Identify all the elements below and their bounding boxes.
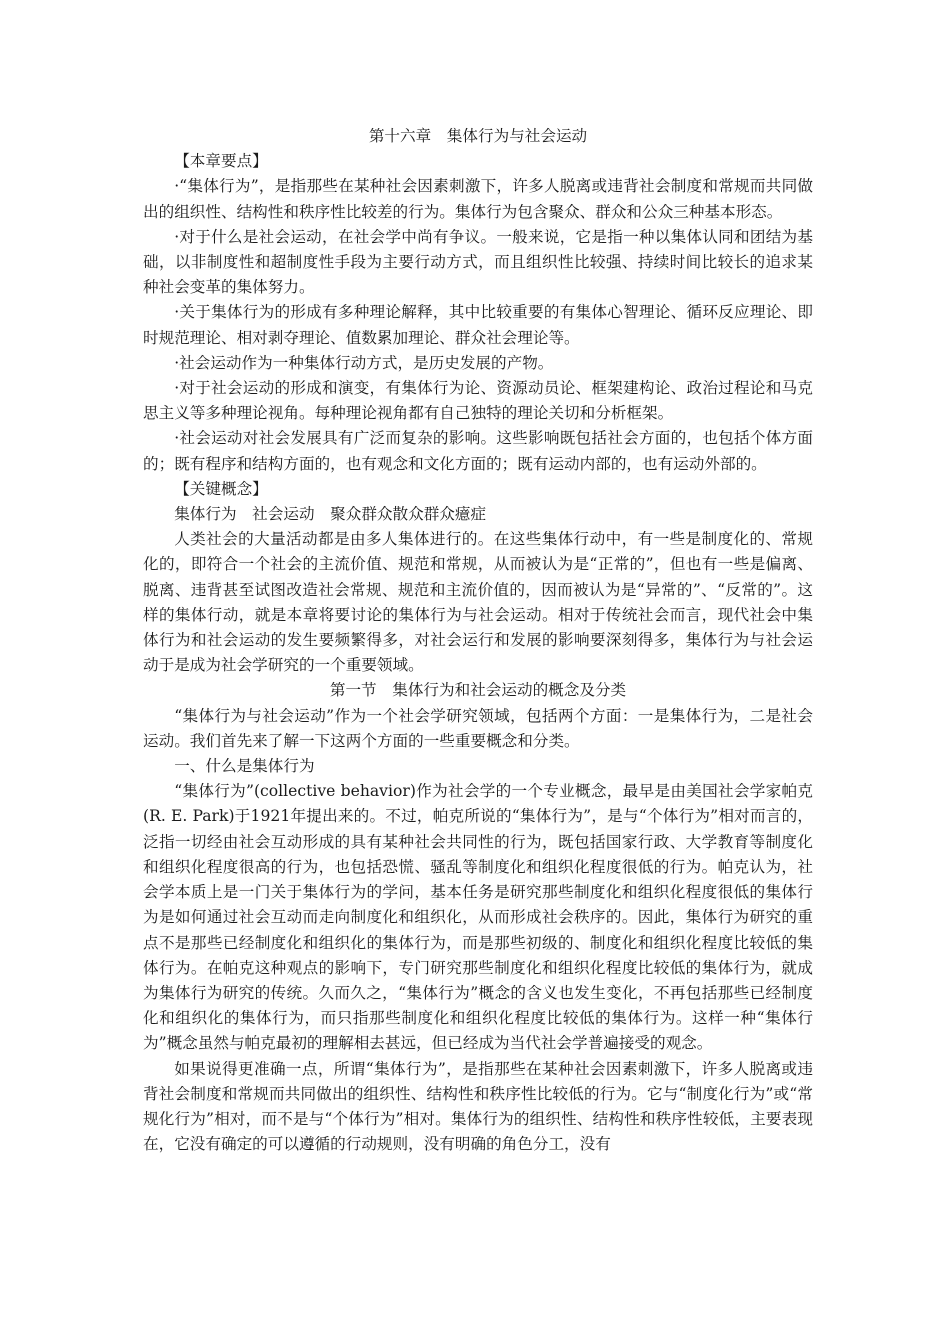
document-page bbox=[143, 124, 813, 1157]
key-point-item: ·关于集体行为的形成有多种理论解释，其中比较重要的有集体心智理论、循环反应理论、即时规范理论、相对剥夺理论、值数累加理论、群众社会理论等。 bbox=[143, 303, 813, 347]
key-concepts-heading: 【关键概念】 bbox=[174, 479, 268, 498]
section-title: 第一节 集体行为和社会运动的概念及分类 bbox=[329, 681, 627, 700]
key-points-heading: 【本章要点】 bbox=[174, 152, 268, 171]
key-concepts-list: 集体行为 社会运动 聚众群众散众群众癔症 bbox=[174, 505, 487, 524]
chapter-title: 第十六章 集体行为与社会运动 bbox=[368, 127, 588, 145]
subsection-title: 一、什么是集体行为 bbox=[174, 757, 315, 776]
key-point-item: ·“集体行为”，是指那些在某种社会因素刺激下，许多人脱离或违背社会制度和常规而共同做出的组织性、结构性和秩序性比较差的行为。集体行为包含聚众、群众和公众三种基本形态。 bbox=[143, 177, 813, 221]
body-paragraph: “集体行为”(collective behavior)作为社会学的一个专业概念，最早是由美国社会学家帕克(R. E. Park)于1921年提出来的。不过，帕克所说的“集体行为”，是与“个体行为”相对而言的，泛指一切经由社会互动形成的具有某种社会共同性的行为，既包括国家行政、大学教育等制度化和组织化程度很高的行为，也包括恐慌、骚乱等制度化和组织化程度很低的行为。帕克认为，社会学本质上是一门关于集体行为的学问，基本任务是研究那些制度化和组织化程度很低的集体行为是如何通过社会互动而走向制度化和组织化，从而形成社会秩序的。因此，集体行为研究的重点不是那些已经制度化和组织化的集体行为，而是那些初级的、制度化和组织化程度比较低的集体行为。在帕克这种观点的影响下，专门研究那些制度化和组织化程度比较低的集体行为，就成为集体行为研究的传统。久而久之，“集体行为”概念的含义也发生变化，不再包括那些已经制度化和组织化的集体行为，而只指那些制度化和组织化程度比较低的集体行为。这样一种“集体行为”概念虽然与帕克最初的理解相去甚远，但已经成为当代社会学普遍接受的观念。 bbox=[143, 782, 813, 1053]
key-point-item: ·对于什么是社会运动，在社会学中尚有争议。一般来说，它是指一种以集体认同和团结为基础，以非制度性和超制度性手段为主要行动方式，而且组织性比较强、持续时间比较长的追求某种社会变革的集体努力。 bbox=[143, 227, 813, 297]
body-paragraph: 如果说得更准确一点，所谓“集体行为”，是指那些在某种社会因素刺激下，许多人脱离或违背社会制度和常规而共同做出的组织性、结构性和秩序性比较低的行为。它与“制度化行为”或“常规化行为”相对，而不是与“个体行为”相对。集体行为的组织性、结构性和秩序性较低，主要表现在，它没有确定的可以遵循的行动规则，没有明确的角色分工，没有 bbox=[143, 1059, 813, 1154]
section-intro-paragraph: “集体行为与社会运动”作为一个社会学研究领域，包括两个方面：一是集体行为，二是社会运动。我们首先来了解一下这两个方面的一些重要概念和分类。 bbox=[143, 706, 813, 750]
key-point-item: ·社会运动作为一种集体行动方式，是历史发展的产物。 bbox=[174, 353, 554, 372]
key-point-item: ·对于社会运动的形成和演变，有集体行为论、资源动员论、框架建构论、政治过程论和马克思主义等多种理论视角。每种理论视角都有自己独特的理论关切和分析框架。 bbox=[143, 379, 813, 423]
intro-paragraph: 人类社会的大量活动都是由多人集体进行的。在这些集体行动中，有一些是制度化的、常规化的，即符合一个社会的主流价值、规范和常规，从而被认为是“正常的”，但也有一些是偏离、脱离、违背甚至试图改造社会常规、规范和主流价值的，因而被认为是“异常的”、“反常的”。这样的集体行动，就是本章将要讨论的集体行为与社会运动。相对于传统社会而言，现代社会中集体行为和社会运动的发生要频繁得多，对社会运行和发展的影响要深刻得多，集体行为与社会运动于是成为社会学研究的一个重要领域。 bbox=[143, 530, 813, 675]
key-point-item: ·社会运动对社会发展具有广泛而复杂的影响。这些影响既包括社会方面的，也包括个体方面的；既有程序和结构方面的，也有观念和文化方面的；既有运动内部的，也有运动外部的。 bbox=[143, 429, 813, 473]
